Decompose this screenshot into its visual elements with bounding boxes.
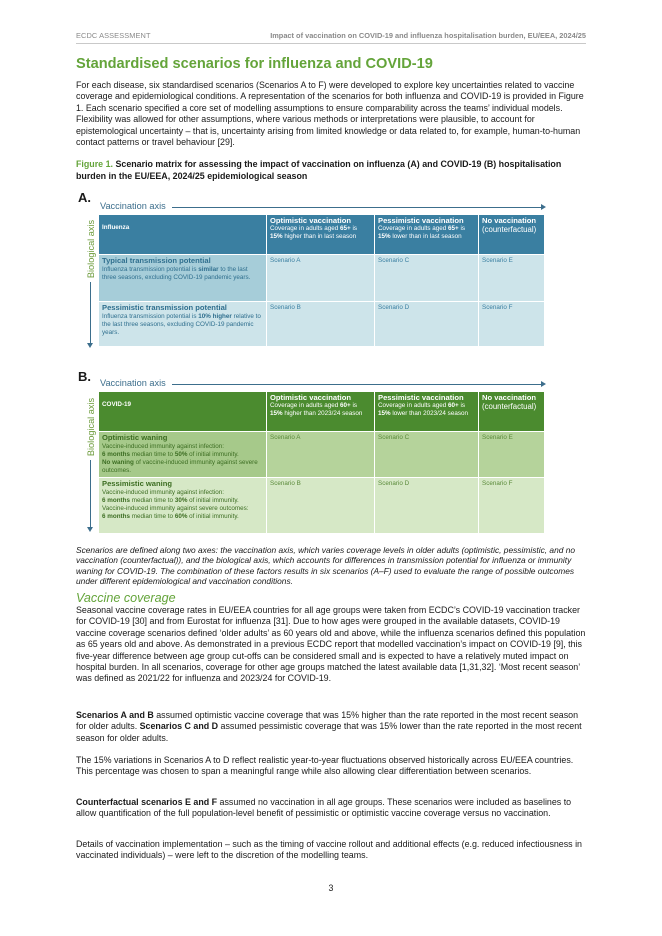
panel-a-col-pessimistic: Pessimistic vaccination Coverage in adults aged 65+ is 15% lower than in last season [375,215,479,255]
coverage-paragraph-2: Scenarios A and B assumed optimistic vaccine coverage that was 15% higher than the rate reported in the most recent season for older adults. Scenarios C and D assumed pessimistic coverage that was 15% lower than the rate reported in the most recent season for older adults. [76,710,582,743]
figure-label: Figure 1. [76,159,113,169]
panel-a-letter: A. [78,190,91,205]
scenario-e-covid: Scenario E [479,432,545,478]
panel-b-col-optimistic: Optimistic vaccination Coverage in adults aged 60+ is 15% higher than 2023/24 season [267,392,375,432]
panel-a-vaccination-axis-label: Vaccination axis [100,201,166,211]
panel-b-row-optimistic-waning: Optimistic waning Vaccine-induced immunity against infection: 6 months median time to 50% of initial immunity. No waning of vaccine-induced immunity against severe outcomes. [99,432,267,478]
header-left: ECDC ASSESSMENT [76,31,151,40]
subsection-title: Vaccine coverage [76,591,176,605]
scenario-c-influenza: Scenario C [375,255,479,302]
scenario-d-influenza: Scenario D [375,302,479,347]
panel-b-vaccination-axis-arrow [541,381,546,387]
coverage-paragraph-4: Counterfactual scenarios E and F assumed no vaccination in all age groups. These scenarios were included as baselines to allow quantification of the full population-level benefit of pessimistic or optimistic vaccine coverage versus no vaccination. [76,797,572,819]
coverage-paragraph-1: Seasonal vaccine coverage rates in EU/EEA countries for all age groups were taken from ECDC’s COVID-19 vaccination tracker for COVID-19 [30] and from Eurostat for influenza [31]. Due to how ages were grouped in the available datasets, COVID-19 vaccine coverage scenarios defined ‘older adults’ as 60 years old and above, while the influenza scenarios defined this population as 65 years old and above. As demonstrated in a previous ECDC report that modelled vaccination’s impact on COVID-19 [9], this five-year difference between age group cut-offs can be considered small and is expected to have a relatively muted impact on hospital burden. In all scenarios, coverage for other age groups matched the latest available data [1,31,32]. ‘Most recent season’ was defined as 2021/22 for influenza and 2023/24 for COVID-19. [76,605,586,684]
header-right: Impact of vaccination on COVID-19 and influenza hospitalisation burden, EU/EEA, 2024/25 [270,31,586,40]
panel-b-biological-axis-line [90,460,91,528]
section-title: Standardised scenarios for influenza and COVID-19 [76,56,433,72]
page-number: 3 [328,883,334,893]
intro-paragraph: For each disease, six standardised scenarios (Scenarios A to F) were developed to explore key uncertainties related to vaccine coverage and epidemiological conditions. A representation of the scenarios for both influenza and COVID-19 is provided in Figure 1. Each scenario specified a core set of modelling assumptions to ensure comparability across the teams’ individual models. Flexibility was allowed for other assumptions, where various methods or interpretations were plausible, to account for epistemological uncertainty – that is, uncertainty arising from limited knowledge or data related to, for example, human-to-human contact patterns or travel behaviour [29]. [76,80,584,148]
panel-a-vaccination-axis-arrow [541,204,546,210]
panel-a-biological-axis-arrow [87,343,93,348]
panel-a-row-typical: Typical transmission potential Influenza transmission potential is similar to the last three seasons, excluding COVID-19 pandemic years. [99,255,267,302]
panel-b-vaccination-axis-label: Vaccination axis [100,378,166,388]
panel-b-biological-axis-label: Biological axis [86,397,96,457]
panel-b-col-pessimistic: Pessimistic vaccination Coverage in adults aged 60+ is 15% lower than 2023/24 season [375,392,479,432]
panel-a-col-optimistic: Optimistic vaccination Coverage in adults aged 65+ is 15% higher than in last season [267,215,375,255]
scenario-f-influenza: Scenario F [479,302,545,347]
scenario-a-influenza: Scenario A [267,255,375,302]
panel-b-matrix [98,391,545,534]
scenario-b-influenza: Scenario B [267,302,375,347]
panel-b-row-pessimistic-waning: Pessimistic waning Vaccine-induced immunity against infection: 6 months median time to 30% of initial immunity. Vaccine-induced immunity against severe outcomes: 6 months median time to 60% of initial immunity. [99,478,267,534]
panel-b-biological-axis-arrow [87,527,93,532]
figure-caption-text: Scenario matrix for assessing the impact of vaccination on influenza (A) and COVID-19 (B) hospitalisation burden in the EU/EEA, 2024/25 epidemiological season [76,159,562,181]
panel-a-row-pessimistic: Pessimistic transmission potential Influenza transmission potential is 10% higher relative to the last three seasons, excluding COVID-19 pandemic years. [99,302,267,347]
panel-a-biological-axis-label: Biological axis [86,219,96,279]
running-header [76,30,586,44]
scenario-f-covid: Scenario F [479,478,545,534]
panel-a-biological-axis-line [90,282,91,344]
coverage-paragraph-5: Details of vaccination implementation – such as the timing of vaccine rollout and additional effects (e.g. reduced infectiousness in vaccinated individuals) – were left to the discretion of the modelling teams. [76,839,582,861]
panel-a-disease: Influenza [99,215,267,255]
scenario-e-influenza: Scenario E [479,255,545,302]
coverage-paragraph-3: The 15% variations in Scenarios A to D reflect realistic year-to-year fluctuations observed historically across EU/EEA countries. This percentage was chosen to span a meaningful range while also allowing clear differentiation between scenarios. [76,755,574,777]
scenario-c-covid: Scenario C [375,432,479,478]
scenario-b-covid: Scenario B [267,478,375,534]
panel-b-letter: B. [78,369,91,384]
panel-b-disease: COVID-19 [99,392,267,432]
figure-note: Scenarios are defined along two axes: the vaccination axis, which varies coverage levels in older adults (optimistic, pessimistic, and no vaccination (counterfactual)), and the biological axis, which accounts for differences in transmission potential for influenza or immunity waning for COVID-19. The combination of these factors results in six scenarios (A–F) used to evaluate the range of possible outcomes under different epidemiological and vaccination conditions. [76,545,576,587]
scenario-a-covid: Scenario A [267,432,375,478]
panel-a-vaccination-axis-line [172,207,542,208]
figure-caption [76,159,588,182]
panel-b-col-no-vaccination: No vaccination (counterfactual) [479,392,545,432]
panel-a-col-no-vaccination: No vaccination (counterfactual) [479,215,545,255]
panel-a-matrix [98,214,545,347]
scenario-d-covid: Scenario D [375,478,479,534]
panel-b-vaccination-axis-line [172,384,542,385]
